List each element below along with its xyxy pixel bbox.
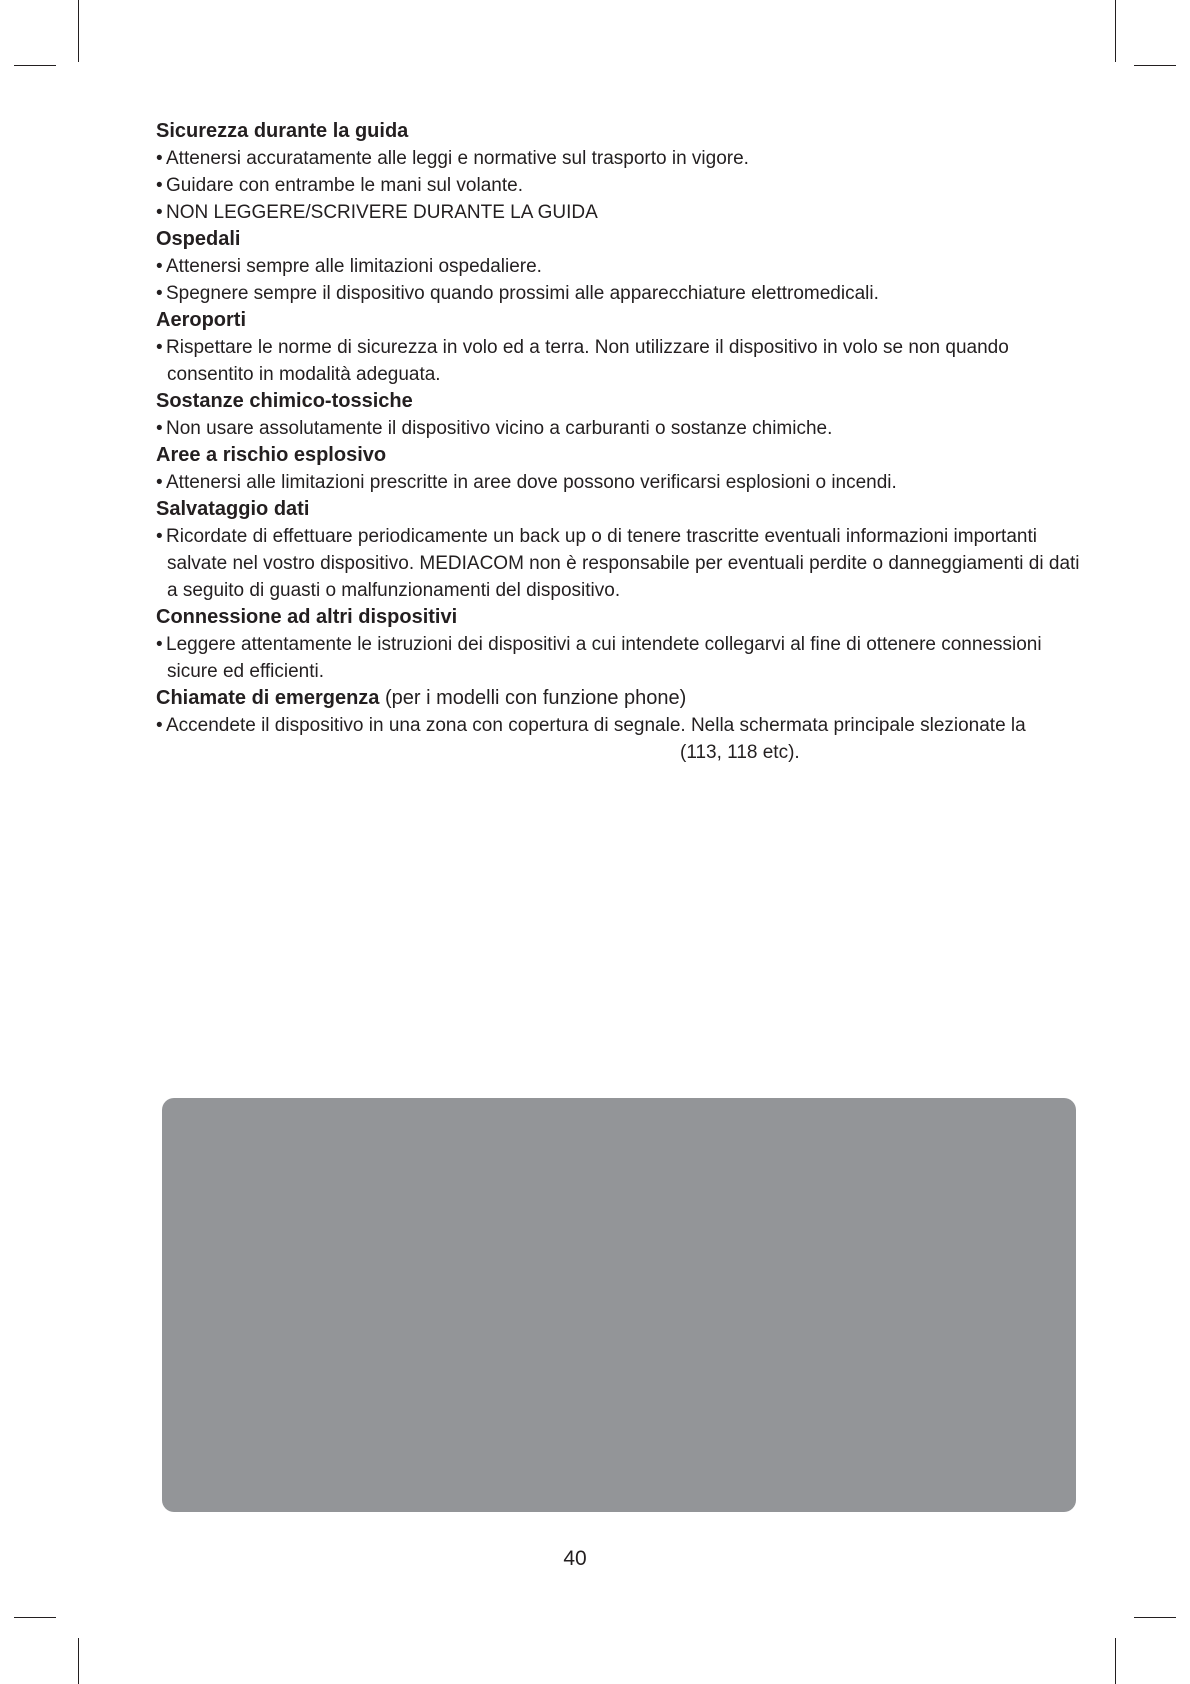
section-heading (156, 685, 1056, 712)
bullet-text: • Non usare assolutamente il dispositivo vicino a carburanti o sostanze chimiche. (166, 418, 833, 439)
section-heading-text: Sostanze chimico-tossiche (156, 390, 413, 412)
document-body (156, 118, 1080, 766)
bullet-text: • Spegnere sempre il dispositivo quando prossimi alle apparecchiature elettromedicali. (166, 283, 879, 304)
gray-placeholder-panel (162, 1098, 1076, 1512)
bullet-text-continuation: (113, 118 etc). (680, 742, 800, 763)
section-heading-text: Chiamate di emergenza (156, 687, 380, 709)
bullet-text: • Ricordate di effettuare periodicamente un back up o di tenere trascritte eventuali informazioni importanti (166, 526, 1037, 547)
section-heading (156, 307, 1056, 334)
crop-mark-top-right-vertical (1115, 0, 1116, 62)
bullet-item (156, 415, 1056, 442)
section-heading-text: Aree a rischio esplosivo (156, 444, 387, 466)
crop-mark-bottom-right-horizontal (1134, 1617, 1176, 1618)
page-number: 40 (563, 1547, 587, 1570)
section-heading-text: Aeroporti (156, 309, 246, 331)
bullet-text: • Leggere attentamente le istruzioni dei dispositivi a cui intendete collegarvi al fine di ottenere connessioni (166, 634, 1042, 655)
bullet-item (156, 253, 1056, 280)
crop-mark-top-left-vertical (78, 0, 79, 62)
bullet-text: • Rispettare le norme di sicurezza in volo ed a terra. Non utilizzare il dispositivo in volo se non quando (166, 337, 1009, 358)
bullet-item (156, 280, 1056, 307)
section-heading (156, 226, 1056, 253)
section-heading-text: Salvataggio dati (156, 498, 310, 520)
section-heading (156, 118, 1056, 145)
bullet-text: • Attenersi sempre alle limitazioni ospedaliere. (166, 256, 542, 277)
bullet-text-continuation: a seguito di guasti o malfunzionamenti del dispositivo. (167, 580, 621, 601)
bullet-item (156, 631, 1056, 685)
bullet-text: • Guidare con entrambe le mani sul volante. (166, 175, 523, 196)
bullet-item (156, 334, 1056, 388)
crop-mark-bottom-right-vertical (1115, 1638, 1116, 1684)
section-heading-text: Ospedali (156, 228, 241, 250)
bullet-text: • Attenersi accuratamente alle leggi e normative sul trasporto in vigore. (166, 148, 749, 169)
bullet-text-continuation: salvate nel vostro dispositivo. MEDIACOM non è responsabile per eventuali perdite o danneggiamenti di dati (167, 553, 1080, 574)
bullet-text-continuation: sicure ed efficienti. (167, 661, 325, 682)
bullet-item (156, 145, 1056, 172)
section-heading-text: Connessione ad altri dispositivi (156, 606, 458, 628)
bullet-text: • Accendete il dispositivo in una zona con copertura di segnale. Nella schermata principale slezionate la (166, 715, 1026, 736)
section-heading (156, 442, 1056, 469)
section-heading-note: (per i modelli con funzione phone) (379, 687, 687, 709)
bullet-item (156, 523, 1080, 604)
crop-mark-bottom-left-horizontal (14, 1617, 56, 1618)
section-heading-text: Sicurezza durante la guida (156, 120, 409, 142)
crop-mark-top-right-horizontal (1134, 65, 1176, 66)
crop-mark-top-left-horizontal (14, 65, 56, 66)
bullet-text: • Attenersi alle limitazioni prescritte in aree dove possono verificarsi esplosioni o incendi. (166, 472, 897, 493)
section-heading (156, 496, 1056, 523)
bullet-item (156, 712, 1056, 766)
bullet-item (156, 469, 1056, 496)
bullet-item (156, 199, 1056, 226)
crop-mark-bottom-left-vertical (78, 1638, 79, 1684)
bullet-text: • NON LEGGERE/SCRIVERE DURANTE LA GUIDA (166, 202, 598, 223)
bullet-text-continuation: consentito in modalità adeguata. (167, 364, 441, 385)
section-heading (156, 604, 1056, 631)
section-heading (156, 388, 1056, 415)
bullet-item (156, 172, 1056, 199)
